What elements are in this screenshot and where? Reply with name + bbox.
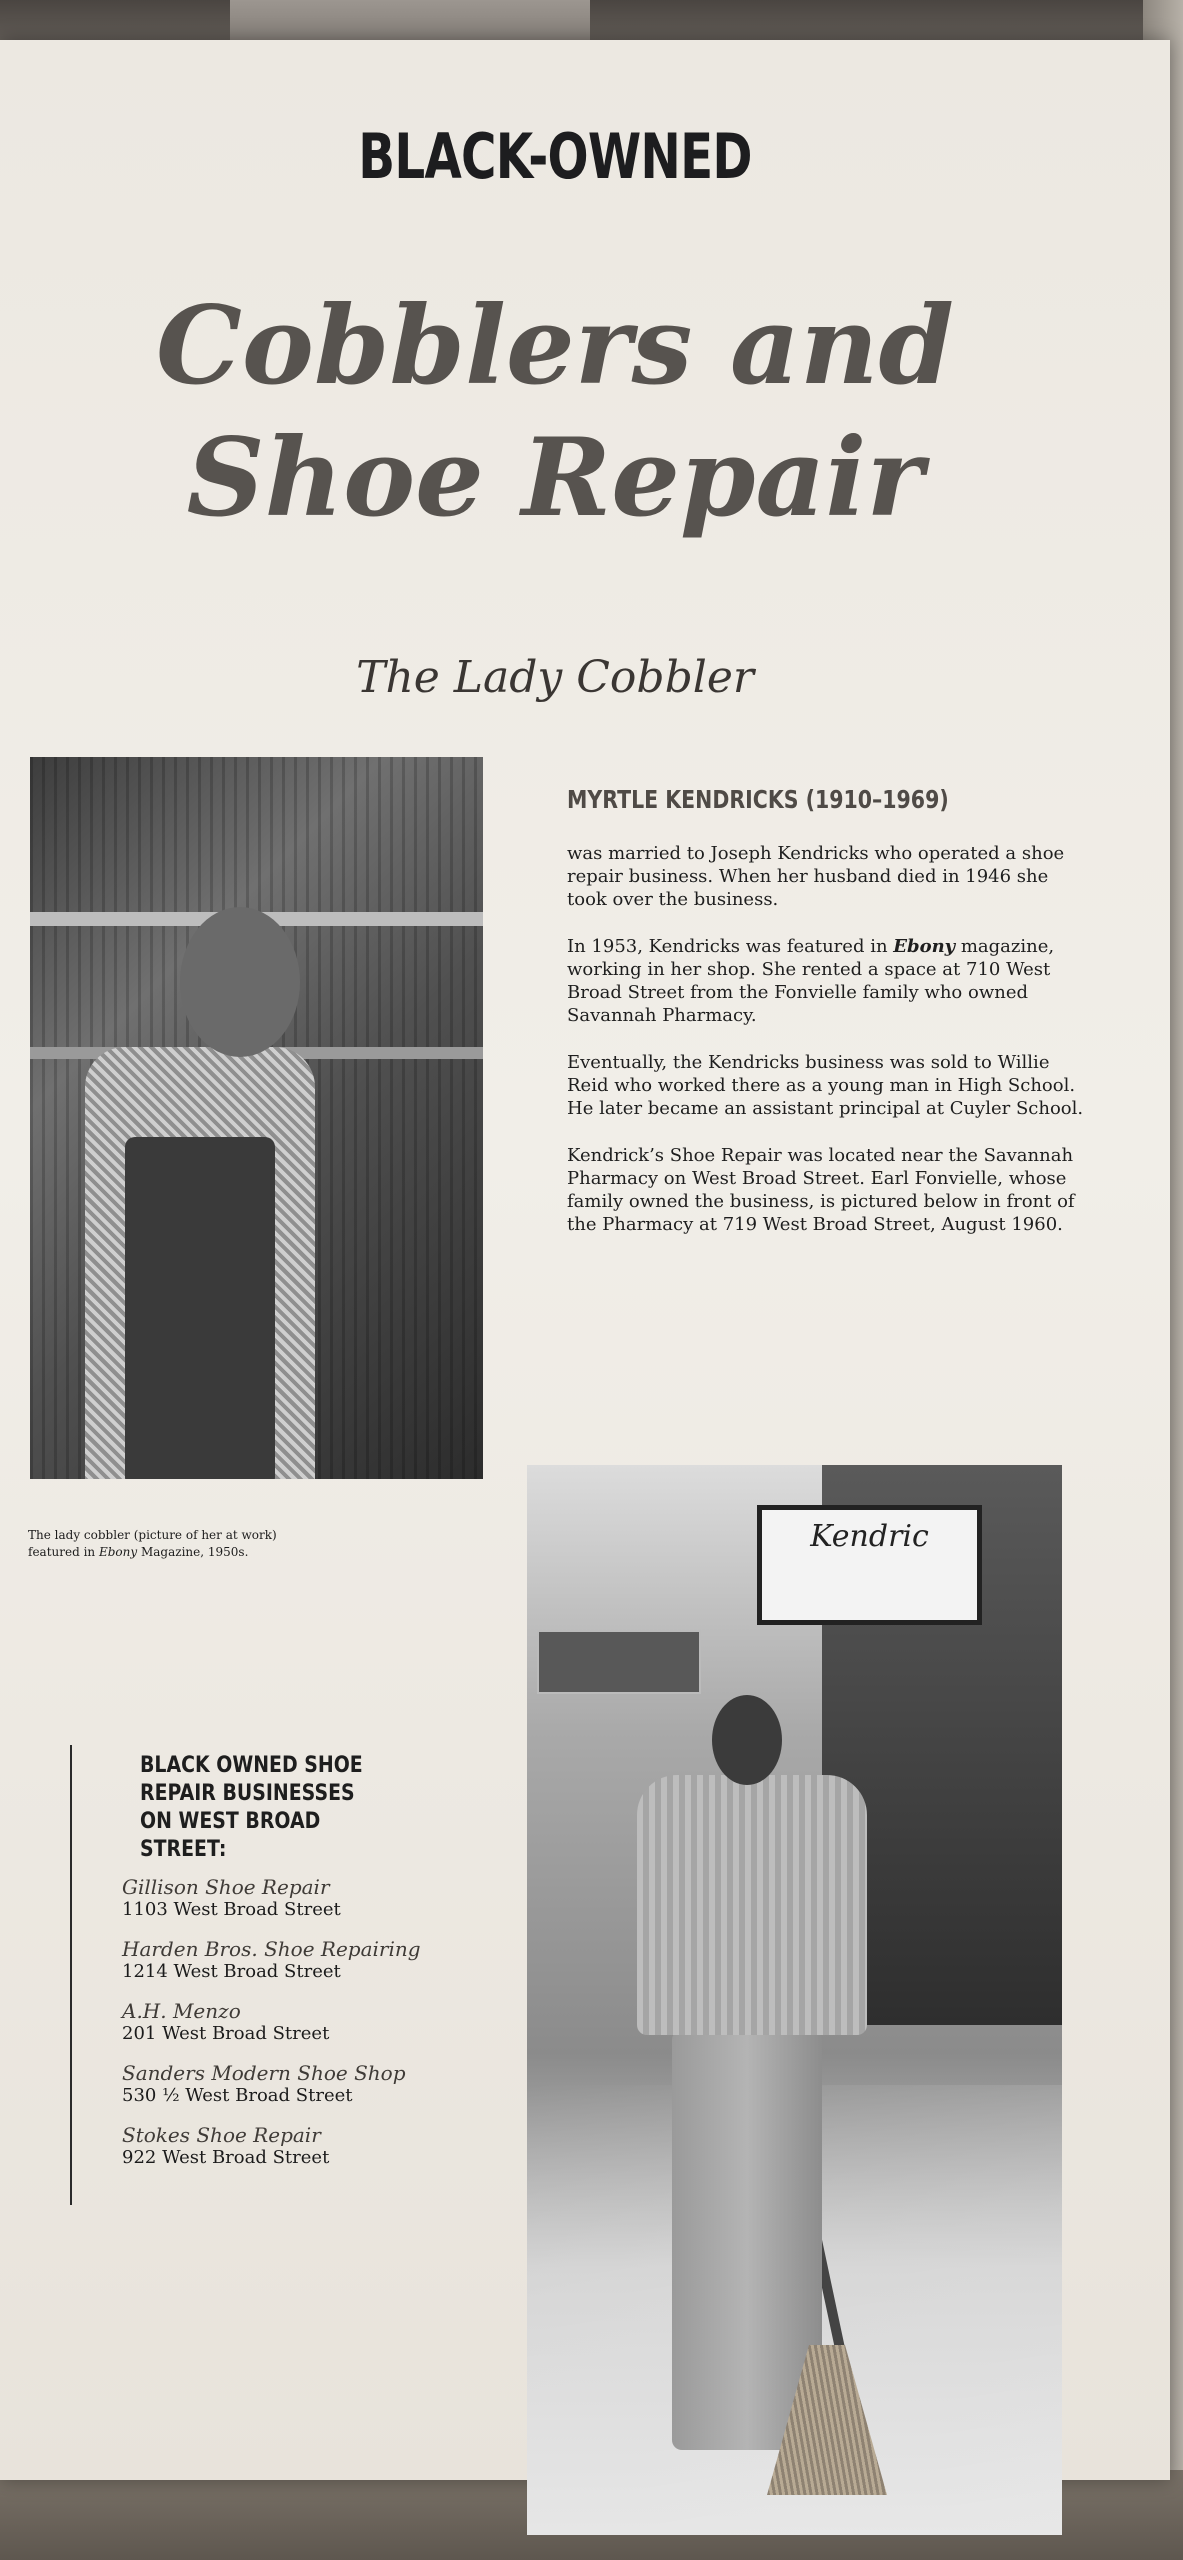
- fonvielle-street-photo: [527, 1465, 1062, 2535]
- businesses-list: [122, 1875, 422, 2185]
- photo-shop-sign: Kendric: [757, 1505, 982, 1625]
- panel-title: [0, 280, 1110, 544]
- paragraph-2-suffix: magazine, working in her shop. She rented a space at 710 West Broad Street from the Fonvielle family who owned Savannah Pharmacy.: [567, 936, 1055, 1026]
- list-item: [122, 2123, 422, 2169]
- feature-body: [567, 842, 1087, 1260]
- caption-magazine: Ebony: [98, 1545, 138, 1559]
- business-address: 530 ½ West Broad Street: [122, 2085, 353, 2106]
- list-item: [122, 1999, 422, 2045]
- paragraph-2-prefix: In 1953, Kendricks was featured in: [567, 936, 894, 957]
- photo-street-sign: [537, 1630, 701, 1694]
- business-address: 1214 West Broad Street: [122, 1961, 341, 1982]
- list-divider: [70, 1745, 72, 2205]
- feature-paragraph-2: [567, 935, 1087, 1027]
- paragraph-2-magazine: Ebony: [893, 936, 956, 957]
- business-address: 1103 West Broad Street: [122, 1899, 341, 1920]
- business-address: 922 West Broad Street: [122, 2147, 330, 2168]
- photo-person-head: [712, 1695, 782, 1785]
- photo-figure-apron: [125, 1137, 275, 1479]
- photo-figure-head: [180, 907, 300, 1057]
- lady-cobbler-caption: [28, 1527, 308, 1561]
- business-name: Sanders Modern Shoe Shop: [122, 2061, 406, 2085]
- business-address: 201 West Broad Street: [122, 2023, 330, 2044]
- panel-kicker: BLACK-OWNED: [358, 120, 752, 193]
- businesses-heading: BLACK OWNED SHOE REPAIR BUSINESSES ON WEST BROAD STREET:: [140, 1753, 363, 1862]
- feature-paragraph-1: was married to Joseph Kendricks who operated a shoe repair business. When her husband died in 1946 she took over the business.: [567, 843, 1065, 910]
- business-name: Gillison Shoe Repair: [122, 1875, 330, 1899]
- panel-subtitle: The Lady Cobbler: [356, 652, 754, 703]
- panel-title-line-2: Shoe Repair: [186, 415, 924, 541]
- caption-prefix: The lady cobbler (picture of her at work) featured in: [28, 1528, 277, 1559]
- feature-paragraph-3: Eventually, the Kendricks business was sold to Willie Reid who worked there as a young man in High School. He later became an assistant principal at Cuyler School.: [567, 1052, 1084, 1119]
- photo-person-body: [637, 1775, 867, 2035]
- business-name: Harden Bros. Shoe Repairing: [122, 1937, 421, 1961]
- business-name: Stokes Shoe Repair: [122, 2123, 321, 2147]
- panel-title-line-1: Cobblers and: [155, 283, 955, 409]
- feature-paragraph-4: Kendrick’s Shoe Repair was located near the Savannah Pharmacy on West Broad Street. Earl Fonvielle, whose family owned the business, is pictured below in front of the Pharmacy at 719 West Broad Street, August 1960.: [567, 1145, 1075, 1235]
- business-name: A.H. Menzo: [122, 1999, 241, 2023]
- list-item: [122, 1937, 422, 1983]
- list-item: [122, 1875, 422, 1921]
- list-item: [122, 2061, 422, 2107]
- feature-person-name: MYRTLE KENDRICKS (1910–1969): [567, 785, 949, 814]
- lady-cobbler-photo: [30, 757, 483, 1479]
- caption-suffix: Magazine, 1950s.: [137, 1545, 249, 1559]
- exhibit-panel: [0, 40, 1170, 2480]
